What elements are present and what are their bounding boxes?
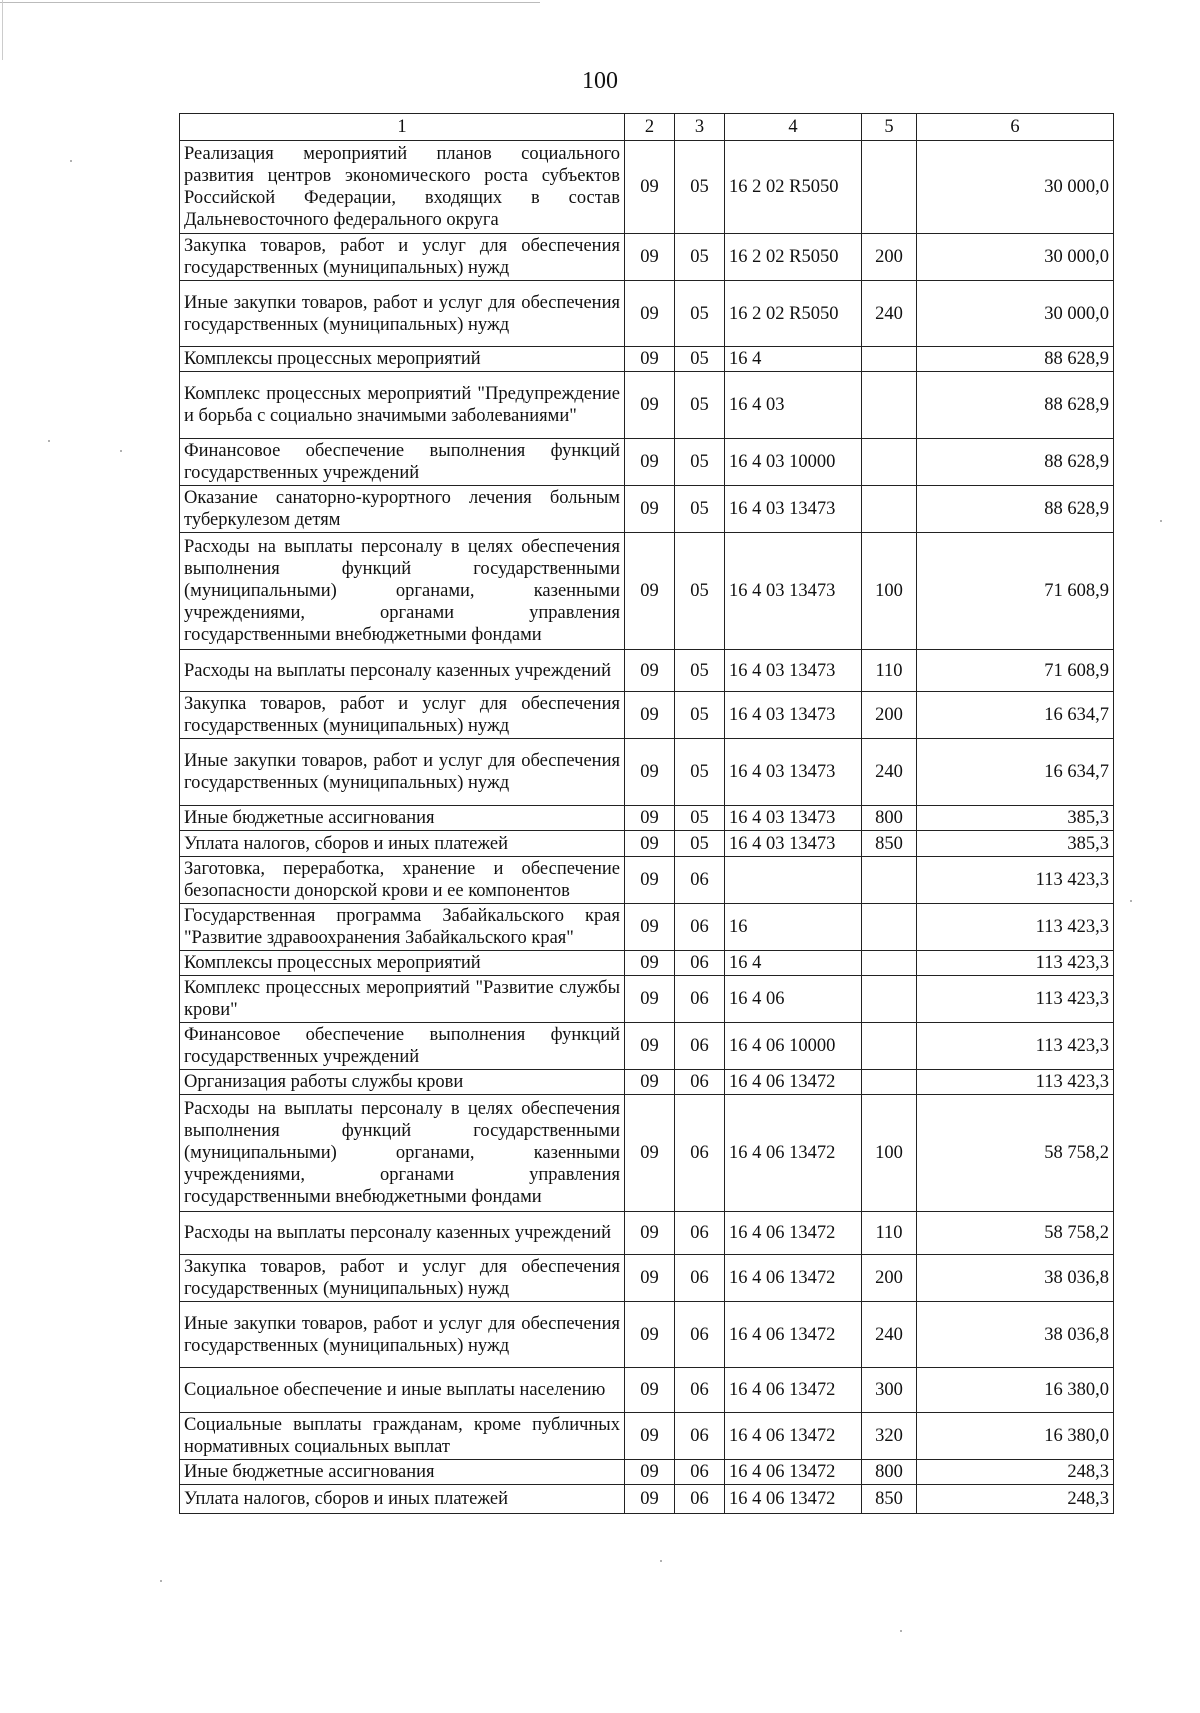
row-expense-type: 240: [862, 281, 917, 347]
row-section: 09: [625, 347, 675, 372]
row-amount: 58 758,2: [917, 1095, 1114, 1212]
row-name: Закупка товаров, работ и услуг для обеспечения государственных (муниципальных) нужд: [180, 1255, 625, 1302]
row-section: 09: [625, 904, 675, 951]
row-subsection: 05: [675, 439, 725, 486]
row-amount: 38 036,8: [917, 1302, 1114, 1368]
row-section: 09: [625, 486, 675, 533]
row-expense-type: 300: [862, 1368, 917, 1413]
scan-speck: [1160, 520, 1162, 522]
row-subsection: 06: [675, 1070, 725, 1095]
table-row: [180, 976, 1114, 1023]
table-row: [180, 1212, 1114, 1255]
row-subsection: 05: [675, 739, 725, 806]
row-target-article: 16 4 03 13473: [725, 533, 862, 650]
row-target-article: [725, 857, 862, 904]
row-name: Финансовое обеспечение выполнения функций государственных учреждений: [180, 1023, 625, 1070]
row-section: 09: [625, 1070, 675, 1095]
row-section: 09: [625, 1485, 675, 1514]
row-subsection: 05: [675, 831, 725, 857]
row-target-article: 16 4 03 13473: [725, 692, 862, 739]
row-target-article: 16 4 03 13473: [725, 486, 862, 533]
row-name: Комплекс процессных мероприятий "Предупреждение и борьба с социально значимыми заболеваниями": [180, 372, 625, 439]
row-section: 09: [625, 372, 675, 439]
row-subsection: 05: [675, 692, 725, 739]
row-target-article: 16 4 06 13472: [725, 1070, 862, 1095]
row-expense-type: 800: [862, 1460, 917, 1485]
row-subsection: 06: [675, 1212, 725, 1255]
table-row: [180, 1023, 1114, 1070]
row-target-article: 16 4 03 10000: [725, 439, 862, 486]
row-expense-type: 850: [862, 831, 917, 857]
row-subsection: 06: [675, 1302, 725, 1368]
row-subsection: 05: [675, 234, 725, 281]
row-expense-type: [862, 1070, 917, 1095]
row-target-article: 16 4 06 13472: [725, 1413, 862, 1460]
table-row: [180, 650, 1114, 692]
row-subsection: 06: [675, 904, 725, 951]
row-subsection: 06: [675, 1485, 725, 1514]
row-subsection: 05: [675, 806, 725, 831]
budget-table-body: [180, 114, 1114, 1514]
row-subsection: 06: [675, 1368, 725, 1413]
table-row: [180, 1460, 1114, 1485]
row-target-article: 16: [725, 904, 862, 951]
table-row: [180, 1255, 1114, 1302]
row-amount: 113 423,3: [917, 976, 1114, 1023]
row-amount: 385,3: [917, 831, 1114, 857]
row-subsection: 05: [675, 650, 725, 692]
table-header-row: [180, 114, 1114, 141]
row-amount: 113 423,3: [917, 857, 1114, 904]
row-name: Иные закупки товаров, работ и услуг для обеспечения государственных (муниципальных) нужд: [180, 739, 625, 806]
row-name: Комплексы процессных мероприятий: [180, 951, 625, 976]
table-row: [180, 234, 1114, 281]
table-row: [180, 1413, 1114, 1460]
row-amount: 38 036,8: [917, 1255, 1114, 1302]
row-target-article: 16 2 02 R5050: [725, 234, 862, 281]
row-amount: 88 628,9: [917, 372, 1114, 439]
row-target-article: 16 2 02 R5050: [725, 141, 862, 234]
row-section: 09: [625, 141, 675, 234]
table-row: [180, 1485, 1114, 1514]
row-expense-type: 110: [862, 1212, 917, 1255]
row-expense-type: [862, 857, 917, 904]
table-row: [180, 1070, 1114, 1095]
row-name: Комплексы процессных мероприятий: [180, 347, 625, 372]
row-name: Уплата налогов, сборов и иных платежей: [180, 831, 625, 857]
row-section: 09: [625, 1023, 675, 1070]
row-subsection: 06: [675, 1413, 725, 1460]
row-expense-type: 240: [862, 739, 917, 806]
row-expense-type: 200: [862, 1255, 917, 1302]
row-amount: 30 000,0: [917, 281, 1114, 347]
row-subsection: 06: [675, 1023, 725, 1070]
row-name: Расходы на выплаты персоналу в целях обеспечения выполнения функций государственными (муниципальными) органами, казенными учреждениями, органами управления государственными внебюджетными фондами: [180, 533, 625, 650]
table-row: [180, 739, 1114, 806]
row-expense-type: [862, 951, 917, 976]
row-name: Иные закупки товаров, работ и услуг для обеспечения государственных (муниципальных) нужд: [180, 281, 625, 347]
table-row: [180, 372, 1114, 439]
row-amount: 385,3: [917, 806, 1114, 831]
row-section: 09: [625, 951, 675, 976]
row-expense-type: 320: [862, 1413, 917, 1460]
scan-speck: [120, 450, 122, 452]
row-section: 09: [625, 1460, 675, 1485]
row-name: Организация работы службы крови: [180, 1070, 625, 1095]
row-name: Комплекс процессных мероприятий "Развитие службы крови": [180, 976, 625, 1023]
row-subsection: 06: [675, 976, 725, 1023]
table-row: [180, 1095, 1114, 1212]
row-section: 09: [625, 439, 675, 486]
table-row: [180, 904, 1114, 951]
row-name: Социальное обеспечение и иные выплаты населению: [180, 1368, 625, 1413]
row-section: 09: [625, 692, 675, 739]
row-subsection: 05: [675, 141, 725, 234]
table-row: [180, 831, 1114, 857]
budget-table: [179, 113, 1114, 1514]
row-target-article: 16 4 06 13472: [725, 1095, 862, 1212]
row-target-article: 16 4 03: [725, 372, 862, 439]
row-section: 09: [625, 1095, 675, 1212]
row-expense-type: 200: [862, 234, 917, 281]
column-header: 1: [180, 114, 625, 141]
row-name: Финансовое обеспечение выполнения функций государственных учреждений: [180, 439, 625, 486]
row-section: 09: [625, 281, 675, 347]
row-expense-type: 100: [862, 533, 917, 650]
row-amount: 248,3: [917, 1460, 1114, 1485]
table-row: [180, 141, 1114, 234]
row-expense-type: 110: [862, 650, 917, 692]
scan-speck: [660, 1560, 662, 1562]
table-row: [180, 439, 1114, 486]
row-amount: 113 423,3: [917, 951, 1114, 976]
row-name: Расходы на выплаты персоналу в целях обеспечения выполнения функций государственными (муниципальными) органами, казенными учреждениями, органами управления государственными внебюджетными фондами: [180, 1095, 625, 1212]
row-target-article: 16 2 02 R5050: [725, 281, 862, 347]
row-subsection: 05: [675, 347, 725, 372]
table-row: [180, 951, 1114, 976]
row-target-article: 16 4 03 13473: [725, 650, 862, 692]
column-header: 6: [917, 114, 1114, 141]
row-section: 09: [625, 857, 675, 904]
row-subsection: 05: [675, 372, 725, 439]
row-subsection: 06: [675, 1460, 725, 1485]
row-expense-type: [862, 486, 917, 533]
row-amount: 113 423,3: [917, 904, 1114, 951]
row-name: Расходы на выплаты персоналу казенных учреждений: [180, 1212, 625, 1255]
table-row: [180, 347, 1114, 372]
scan-speck: [160, 1580, 162, 1582]
row-section: 09: [625, 533, 675, 650]
row-name: Уплата налогов, сборов и иных платежей: [180, 1485, 625, 1514]
row-expense-type: 200: [862, 692, 917, 739]
table-row: [180, 857, 1114, 904]
row-section: 09: [625, 1212, 675, 1255]
row-target-article: 16 4 06 13472: [725, 1485, 862, 1514]
scan-speck: [48, 440, 50, 442]
row-expense-type: [862, 372, 917, 439]
row-amount: 88 628,9: [917, 439, 1114, 486]
row-expense-type: [862, 347, 917, 372]
row-expense-type: 850: [862, 1485, 917, 1514]
row-section: 09: [625, 650, 675, 692]
row-subsection: 06: [675, 1095, 725, 1212]
row-target-article: 16 4 06: [725, 976, 862, 1023]
row-subsection: 05: [675, 486, 725, 533]
row-expense-type: [862, 904, 917, 951]
row-target-article: 16 4: [725, 951, 862, 976]
scan-speck: [1130, 900, 1132, 902]
row-name: Социальные выплаты гражданам, кроме публичных нормативных социальных выплат: [180, 1413, 625, 1460]
row-amount: 88 628,9: [917, 347, 1114, 372]
column-header: 3: [675, 114, 725, 141]
row-target-article: 16 4 03 13473: [725, 739, 862, 806]
row-section: 09: [625, 1302, 675, 1368]
row-amount: 88 628,9: [917, 486, 1114, 533]
row-section: 09: [625, 1413, 675, 1460]
row-section: 09: [625, 1368, 675, 1413]
row-section: 09: [625, 739, 675, 806]
row-amount: 30 000,0: [917, 234, 1114, 281]
row-target-article: 16 4 03 13473: [725, 806, 862, 831]
row-amount: 16 380,0: [917, 1368, 1114, 1413]
row-subsection: 05: [675, 533, 725, 650]
scan-speck: [900, 1630, 902, 1632]
row-expense-type: 240: [862, 1302, 917, 1368]
row-name: Расходы на выплаты персоналу казенных учреждений: [180, 650, 625, 692]
row-name: Заготовка, переработка, хранение и обеспечение безопасности донорской крови и ее компонентов: [180, 857, 625, 904]
row-expense-type: 100: [862, 1095, 917, 1212]
row-name: Реализация мероприятий планов социального развития центров экономического роста субъектов Российской Федерации, входящих в состав Дальневосточного федерального округа: [180, 141, 625, 234]
row-subsection: 06: [675, 1255, 725, 1302]
row-subsection: 06: [675, 951, 725, 976]
table-row: [180, 1368, 1114, 1413]
row-expense-type: [862, 1023, 917, 1070]
row-name: Оказание санаторно-курортного лечения больным туберкулезом детям: [180, 486, 625, 533]
row-section: 09: [625, 806, 675, 831]
row-name: Государственная программа Забайкальского края "Развитие здравоохранения Забайкальского края": [180, 904, 625, 951]
scan-edge-line: [0, 2, 540, 3]
row-amount: 16 634,7: [917, 692, 1114, 739]
row-section: 09: [625, 831, 675, 857]
row-amount: 113 423,3: [917, 1023, 1114, 1070]
row-name: Иные бюджетные ассигнования: [180, 1460, 625, 1485]
row-section: 09: [625, 976, 675, 1023]
row-expense-type: [862, 141, 917, 234]
row-name: Закупка товаров, работ и услуг для обеспечения государственных (муниципальных) нужд: [180, 234, 625, 281]
scan-speck: [70, 160, 72, 162]
row-amount: 16 380,0: [917, 1413, 1114, 1460]
row-name: Закупка товаров, работ и услуг для обеспечения государственных (муниципальных) нужд: [180, 692, 625, 739]
row-subsection: 05: [675, 281, 725, 347]
row-target-article: 16 4 03 13473: [725, 831, 862, 857]
row-target-article: 16 4 06 13472: [725, 1460, 862, 1485]
row-amount: 71 608,9: [917, 533, 1114, 650]
row-amount: 30 000,0: [917, 141, 1114, 234]
row-target-article: 16 4 06 13472: [725, 1255, 862, 1302]
table-row: [180, 533, 1114, 650]
row-target-article: 16 4 06 13472: [725, 1368, 862, 1413]
row-target-article: 16 4 06 10000: [725, 1023, 862, 1070]
row-amount: 58 758,2: [917, 1212, 1114, 1255]
row-target-article: 16 4 06 13472: [725, 1302, 862, 1368]
table-row: [180, 806, 1114, 831]
row-target-article: 16 4: [725, 347, 862, 372]
row-name: Иные закупки товаров, работ и услуг для обеспечения государственных (муниципальных) нужд: [180, 1302, 625, 1368]
page-number: 100: [582, 68, 618, 94]
column-header: 2: [625, 114, 675, 141]
table-row: [180, 692, 1114, 739]
row-amount: 71 608,9: [917, 650, 1114, 692]
scan-edge-line: [2, 0, 3, 60]
row-amount: 113 423,3: [917, 1070, 1114, 1095]
row-amount: 248,3: [917, 1485, 1114, 1514]
row-subsection: 06: [675, 857, 725, 904]
column-header: 4: [725, 114, 862, 141]
row-target-article: 16 4 06 13472: [725, 1212, 862, 1255]
row-expense-type: 800: [862, 806, 917, 831]
table-row: [180, 486, 1114, 533]
row-amount: 16 634,7: [917, 739, 1114, 806]
table-row: [180, 281, 1114, 347]
column-header: 5: [862, 114, 917, 141]
row-expense-type: [862, 976, 917, 1023]
row-expense-type: [862, 439, 917, 486]
row-section: 09: [625, 1255, 675, 1302]
table-row: [180, 1302, 1114, 1368]
row-section: 09: [625, 234, 675, 281]
row-name: Иные бюджетные ассигнования: [180, 806, 625, 831]
